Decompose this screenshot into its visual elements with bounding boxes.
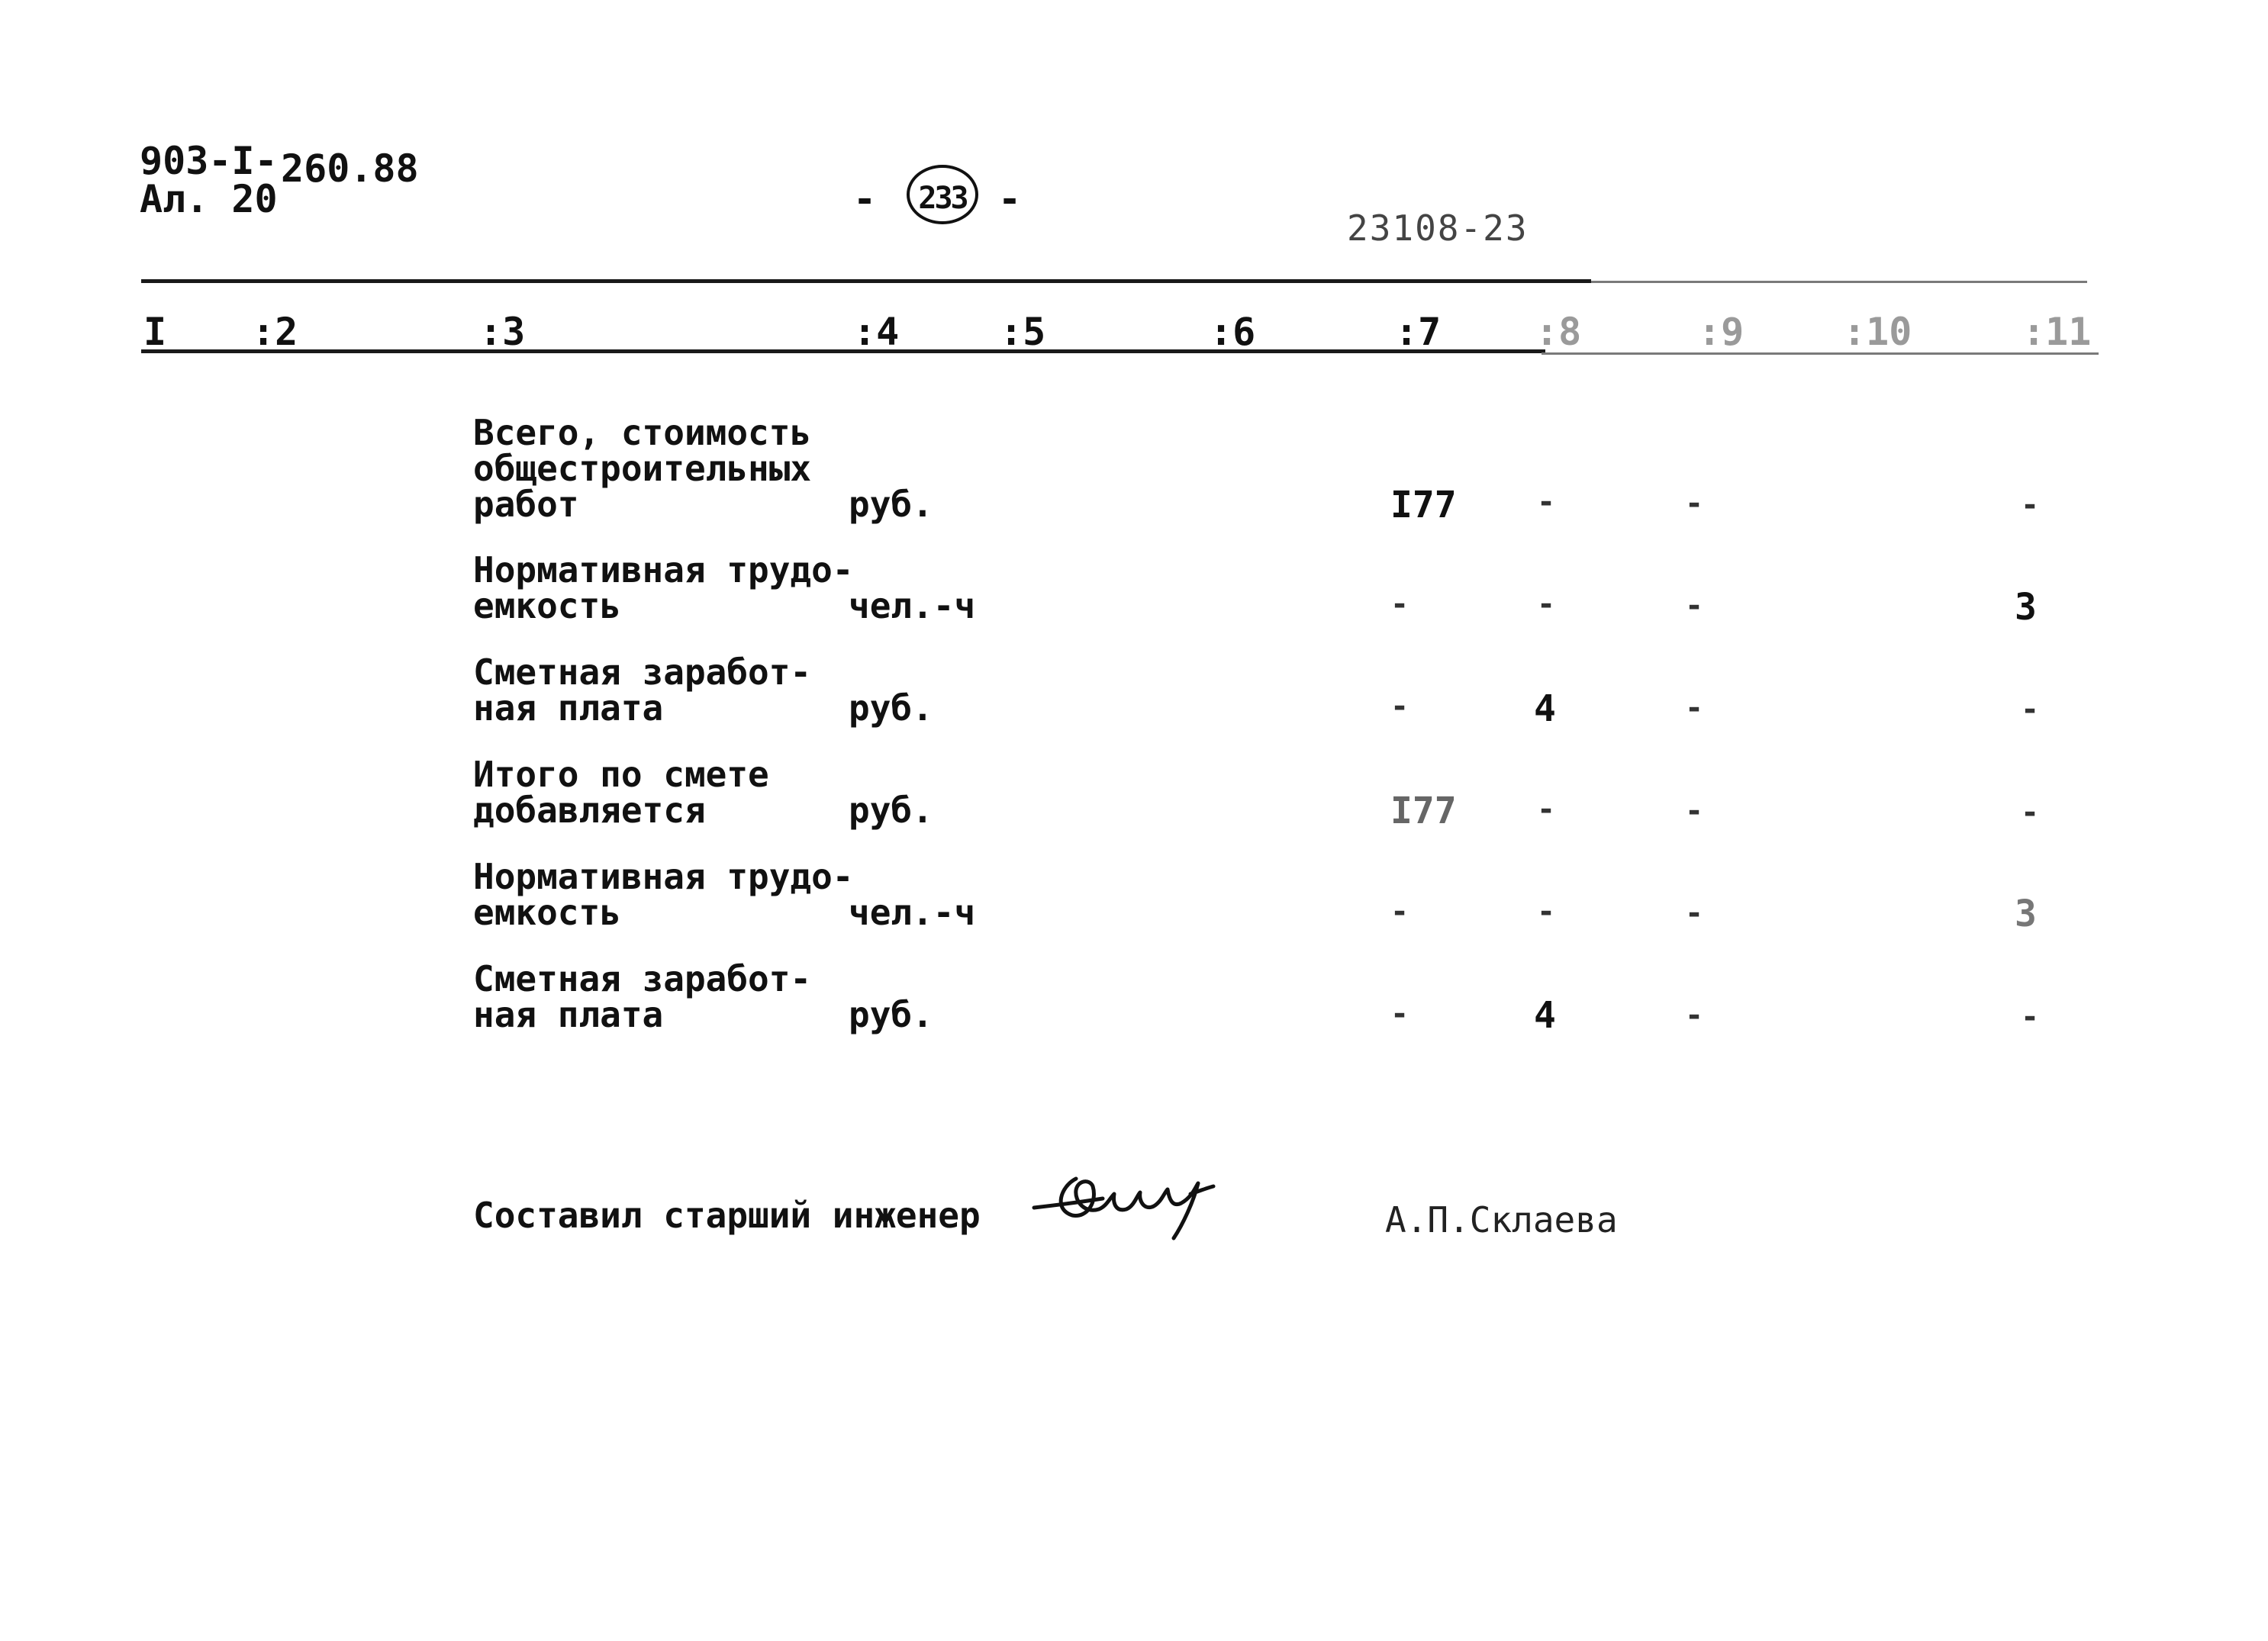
row-2-col7: - bbox=[1390, 587, 1409, 622]
row-5-col8: - bbox=[1537, 894, 1556, 929]
table-top-rule-faded bbox=[1591, 281, 2087, 283]
row-4-unit: руб. bbox=[849, 790, 933, 831]
column-header-1: I bbox=[143, 310, 167, 354]
row-4-col7: I77 bbox=[1390, 790, 1457, 832]
row-6-col9: - bbox=[1685, 998, 1704, 1033]
table-top-rule bbox=[141, 279, 1591, 283]
row-6-unit: руб. bbox=[849, 994, 933, 1035]
row-3-col8: 4 bbox=[1534, 687, 1556, 730]
column-header-8: :8 bbox=[1535, 310, 1582, 354]
page-number-circle bbox=[907, 165, 978, 224]
row-3-unit: руб. bbox=[849, 687, 933, 729]
page-number-dash-right: - bbox=[998, 177, 1022, 221]
row-3-col9: - bbox=[1685, 690, 1704, 726]
column-header-7: :7 bbox=[1395, 310, 1442, 354]
signatory-role: Составил старший инженер bbox=[473, 1195, 981, 1236]
column-header-4: :4 bbox=[853, 310, 900, 354]
page-number: 233 bbox=[918, 181, 967, 216]
row-5-col9: - bbox=[1685, 896, 1704, 931]
document-code-series: 260.88 bbox=[281, 146, 419, 191]
column-header-5: :5 bbox=[1000, 310, 1046, 354]
row-1-col11: - bbox=[2021, 487, 2040, 523]
column-header-6: :6 bbox=[1210, 310, 1256, 354]
column-header-2: :2 bbox=[252, 310, 298, 354]
page-number-dash-left: - bbox=[853, 177, 877, 221]
row-2-name: Нормативная трудо- емкость bbox=[473, 549, 854, 626]
table-header-bottom-rule bbox=[141, 349, 1545, 353]
row-4-name: Итого по смете добавляется bbox=[473, 754, 769, 831]
column-header-10: :10 bbox=[1843, 310, 1912, 354]
column-header-11: :11 bbox=[2022, 310, 2092, 354]
row-4-col11: - bbox=[2021, 795, 2040, 830]
row-5-name: Нормативная трудо- емкость bbox=[473, 856, 854, 933]
row-4-col8: - bbox=[1537, 792, 1556, 827]
row-1-col7: I77 bbox=[1390, 484, 1457, 526]
row-3-col7: - bbox=[1390, 689, 1409, 724]
row-3-name: Сметная заработ- ная плата bbox=[473, 652, 812, 729]
row-2-col11: 3 bbox=[2015, 586, 2037, 629]
row-6-col7: - bbox=[1390, 996, 1409, 1031]
row-1-col8: - bbox=[1537, 484, 1556, 520]
row-1-name: Всего, стоимость общестроительных работ bbox=[473, 412, 812, 525]
column-header-9: :9 bbox=[1698, 310, 1744, 354]
row-5-col7: - bbox=[1390, 894, 1409, 929]
row-5-col11: 3 bbox=[2015, 893, 2037, 935]
document-code: 903-I- bbox=[140, 139, 278, 183]
row-6-col11: - bbox=[2021, 999, 2040, 1034]
row-6-col8: 4 bbox=[1534, 994, 1556, 1037]
row-2-col9: - bbox=[1685, 588, 1704, 623]
row-6-name: Сметная заработ- ная плата bbox=[473, 958, 812, 1035]
table-header-bottom-rule-faded bbox=[1542, 352, 2099, 355]
row-5-unit: чел.-ч bbox=[849, 892, 976, 933]
row-2-col8: - bbox=[1537, 587, 1556, 622]
row-2-unit: чел.-ч bbox=[849, 585, 976, 626]
album-number: Ал. 20 bbox=[140, 177, 278, 221]
row-1-unit: руб. bbox=[849, 484, 933, 525]
row-1-col9: - bbox=[1685, 486, 1704, 521]
column-header-3: :3 bbox=[479, 310, 526, 354]
row-4-col9: - bbox=[1685, 793, 1704, 829]
signatory-name: А.П.Склаева bbox=[1385, 1199, 1618, 1240]
inventory-number: 23108-23 bbox=[1347, 208, 1529, 249]
row-3-col11: - bbox=[2021, 692, 2040, 727]
handwritten-signature bbox=[1030, 1148, 1244, 1255]
